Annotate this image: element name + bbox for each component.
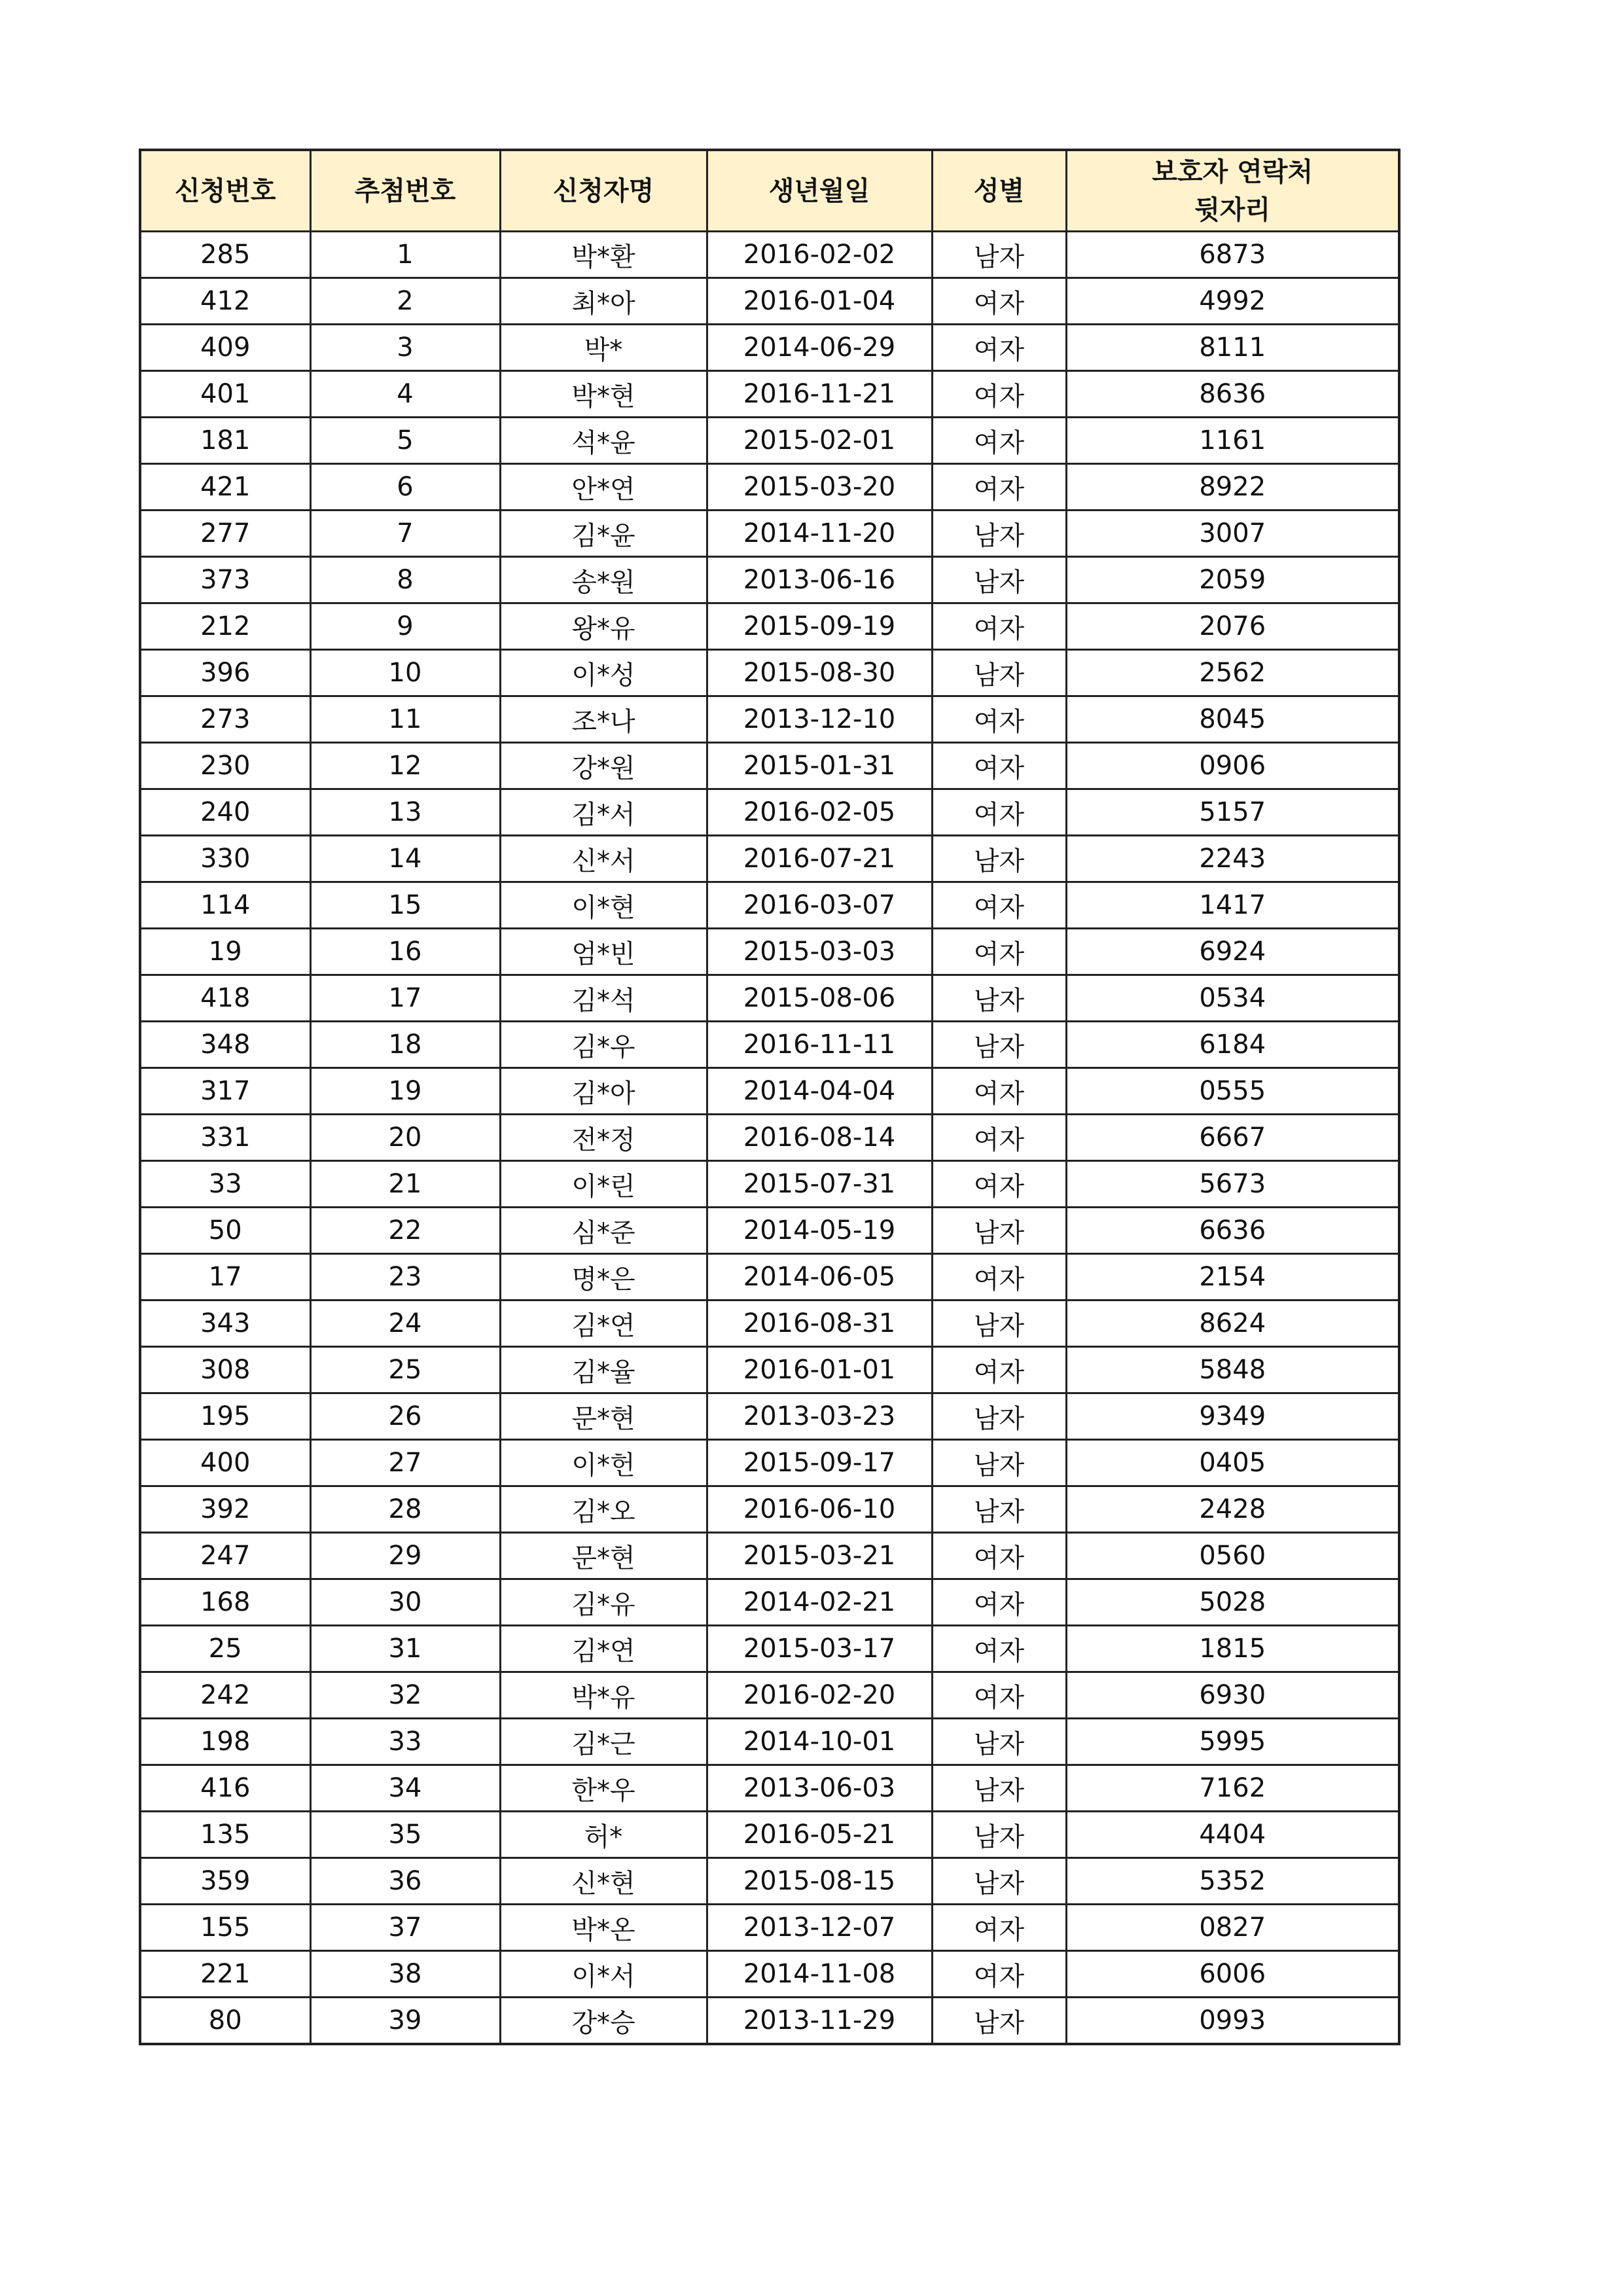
gender-cell: 여자 <box>932 743 1066 789</box>
birth-date-cell: 2016-02-02 <box>707 232 932 278</box>
guardian-contact-cell: 5028 <box>1066 1579 1399 1626</box>
birth-date-cell: 2015-01-31 <box>707 743 932 789</box>
table-row <box>140 696 1399 743</box>
birth-date-cell: 2014-11-20 <box>707 511 932 557</box>
draw-number-cell: 16 <box>310 929 500 975</box>
draw-number-cell: 27 <box>310 1440 500 1486</box>
gender-cell: 남자 <box>932 1812 1066 1858</box>
applicant-name-cell: 이*린 <box>500 1161 707 1208</box>
gender-cell: 여자 <box>932 1579 1066 1626</box>
guardian-contact-cell: 2428 <box>1066 1486 1399 1533</box>
gender-cell: 남자 <box>932 1208 1066 1254</box>
table-row <box>140 1951 1399 1998</box>
application-number-cell: 230 <box>140 743 310 789</box>
applicant-name-cell: 김*율 <box>500 1347 707 1393</box>
table-row <box>140 1998 1399 2045</box>
draw-number-cell: 20 <box>310 1115 500 1161</box>
application-number-cell: 396 <box>140 650 310 696</box>
header-applicant-name: 신청자명 <box>500 150 707 232</box>
applicant-name-cell: 김*아 <box>500 1068 707 1115</box>
applicant-name-cell: 박*환 <box>500 232 707 278</box>
application-number-cell: 412 <box>140 278 310 325</box>
lottery-results-sheet <box>139 149 1400 2045</box>
gender-cell: 여자 <box>932 1254 1066 1300</box>
table-row <box>140 418 1399 464</box>
application-number-cell: 221 <box>140 1951 310 1998</box>
guardian-contact-cell: 0993 <box>1066 1998 1399 2045</box>
header-guardian-contact-line2: 뒷자리 <box>1194 194 1271 225</box>
table-row <box>140 1626 1399 1672</box>
draw-number-cell: 22 <box>310 1208 500 1254</box>
draw-number-cell: 36 <box>310 1858 500 1905</box>
birth-date-cell: 2015-07-31 <box>707 1161 932 1208</box>
application-number-cell: 401 <box>140 371 310 418</box>
birth-date-cell: 2016-11-21 <box>707 371 932 418</box>
guardian-contact-cell: 0906 <box>1066 743 1399 789</box>
birth-date-cell: 2014-02-21 <box>707 1579 932 1626</box>
birth-date-cell: 2016-08-31 <box>707 1300 932 1347</box>
draw-number-cell: 37 <box>310 1905 500 1951</box>
gender-cell: 남자 <box>932 1765 1066 1812</box>
applicant-name-cell: 문*현 <box>500 1393 707 1440</box>
applicant-name-cell: 송*원 <box>500 557 707 603</box>
guardian-contact-cell: 5157 <box>1066 789 1399 836</box>
draw-number-cell: 34 <box>310 1765 500 1812</box>
table-row <box>140 1161 1399 1208</box>
birth-date-cell: 2015-02-01 <box>707 418 932 464</box>
draw-number-cell: 23 <box>310 1254 500 1300</box>
application-number-cell: 135 <box>140 1812 310 1858</box>
guardian-contact-cell: 1161 <box>1066 418 1399 464</box>
guardian-contact-cell: 8636 <box>1066 371 1399 418</box>
gender-cell: 여자 <box>932 1347 1066 1393</box>
application-number-cell: 212 <box>140 603 310 650</box>
application-number-cell: 80 <box>140 1998 310 2045</box>
table-row <box>140 1393 1399 1440</box>
guardian-contact-cell: 7162 <box>1066 1765 1399 1812</box>
guardian-contact-cell: 6924 <box>1066 929 1399 975</box>
application-number-cell: 242 <box>140 1672 310 1719</box>
birth-date-cell: 2013-11-29 <box>707 1998 932 2045</box>
guardian-contact-cell: 8111 <box>1066 325 1399 371</box>
draw-number-cell: 25 <box>310 1347 500 1393</box>
application-number-cell: 317 <box>140 1068 310 1115</box>
applicant-name-cell: 석*윤 <box>500 418 707 464</box>
applicant-name-cell: 문*현 <box>500 1533 707 1579</box>
birth-date-cell: 2013-03-23 <box>707 1393 932 1440</box>
draw-number-cell: 17 <box>310 975 500 1022</box>
guardian-contact-cell: 0555 <box>1066 1068 1399 1115</box>
application-number-cell: 285 <box>140 232 310 278</box>
application-number-cell: 392 <box>140 1486 310 1533</box>
draw-number-cell: 1 <box>310 232 500 278</box>
gender-cell: 남자 <box>932 975 1066 1022</box>
application-number-cell: 155 <box>140 1905 310 1951</box>
guardian-contact-cell: 9349 <box>1066 1393 1399 1440</box>
gender-cell: 여자 <box>932 1905 1066 1951</box>
guardian-contact-cell: 6006 <box>1066 1951 1399 1998</box>
table-row <box>140 1672 1399 1719</box>
draw-number-cell: 15 <box>310 882 500 929</box>
table-row <box>140 1347 1399 1393</box>
applicant-name-cell: 김*윤 <box>500 511 707 557</box>
guardian-contact-cell: 0827 <box>1066 1905 1399 1951</box>
gender-cell: 남자 <box>932 511 1066 557</box>
draw-number-cell: 26 <box>310 1393 500 1440</box>
applicant-name-cell: 전*정 <box>500 1115 707 1161</box>
birth-date-cell: 2013-06-03 <box>707 1765 932 1812</box>
application-number-cell: 168 <box>140 1579 310 1626</box>
application-number-cell: 330 <box>140 836 310 882</box>
birth-date-cell: 2016-01-04 <box>707 278 932 325</box>
draw-number-cell: 24 <box>310 1300 500 1347</box>
table-row <box>140 1068 1399 1115</box>
birth-date-cell: 2015-09-19 <box>707 603 932 650</box>
gender-cell: 남자 <box>932 1440 1066 1486</box>
draw-number-cell: 3 <box>310 325 500 371</box>
gender-cell: 남자 <box>932 650 1066 696</box>
table-row <box>140 743 1399 789</box>
guardian-contact-cell: 2076 <box>1066 603 1399 650</box>
gender-cell: 여자 <box>932 1533 1066 1579</box>
gender-cell: 여자 <box>932 1626 1066 1672</box>
table-row <box>140 1022 1399 1068</box>
application-number-cell: 181 <box>140 418 310 464</box>
applicant-name-cell: 이*현 <box>500 882 707 929</box>
guardian-contact-cell: 6636 <box>1066 1208 1399 1254</box>
draw-number-cell: 29 <box>310 1533 500 1579</box>
applicant-name-cell: 이*성 <box>500 650 707 696</box>
applicant-name-cell: 박*온 <box>500 1905 707 1951</box>
guardian-contact-cell: 5995 <box>1066 1719 1399 1765</box>
birth-date-cell: 2014-10-01 <box>707 1719 932 1765</box>
gender-cell: 여자 <box>932 603 1066 650</box>
lottery-results-table <box>139 149 1400 2045</box>
application-number-cell: 19 <box>140 929 310 975</box>
applicant-name-cell: 김*유 <box>500 1579 707 1626</box>
header-row <box>140 150 1399 232</box>
gender-cell: 남자 <box>932 1393 1066 1440</box>
birth-date-cell: 2016-06-10 <box>707 1486 932 1533</box>
table-row <box>140 464 1399 511</box>
application-number-cell: 416 <box>140 1765 310 1812</box>
guardian-contact-cell: 2562 <box>1066 650 1399 696</box>
guardian-contact-cell: 4992 <box>1066 278 1399 325</box>
table-row <box>140 1579 1399 1626</box>
applicant-name-cell: 심*준 <box>500 1208 707 1254</box>
draw-number-cell: 11 <box>310 696 500 743</box>
applicant-name-cell: 왕*유 <box>500 603 707 650</box>
header-draw-number: 추첨번호 <box>310 150 500 232</box>
table-row <box>140 882 1399 929</box>
application-number-cell: 308 <box>140 1347 310 1393</box>
applicant-name-cell: 엄*빈 <box>500 929 707 975</box>
table-row <box>140 1486 1399 1533</box>
applicant-name-cell: 안*연 <box>500 464 707 511</box>
application-number-cell: 277 <box>140 511 310 557</box>
table-row <box>140 1858 1399 1905</box>
table-row <box>140 232 1399 278</box>
gender-cell: 여자 <box>932 929 1066 975</box>
table-row <box>140 557 1399 603</box>
guardian-contact-cell: 6184 <box>1066 1022 1399 1068</box>
applicant-name-cell: 박*유 <box>500 1672 707 1719</box>
draw-number-cell: 4 <box>310 371 500 418</box>
birth-date-cell: 2013-12-10 <box>707 696 932 743</box>
table-body <box>140 232 1399 2045</box>
gender-cell: 여자 <box>932 418 1066 464</box>
birth-date-cell: 2015-03-20 <box>707 464 932 511</box>
application-number-cell: 348 <box>140 1022 310 1068</box>
gender-cell: 여자 <box>932 1672 1066 1719</box>
gender-cell: 남자 <box>932 1022 1066 1068</box>
birth-date-cell: 2015-03-17 <box>707 1626 932 1672</box>
gender-cell: 남자 <box>932 1858 1066 1905</box>
birth-date-cell: 2016-03-07 <box>707 882 932 929</box>
applicant-name-cell: 최*아 <box>500 278 707 325</box>
application-number-cell: 195 <box>140 1393 310 1440</box>
application-number-cell: 343 <box>140 1300 310 1347</box>
application-number-cell: 331 <box>140 1115 310 1161</box>
guardian-contact-cell: 3007 <box>1066 511 1399 557</box>
draw-number-cell: 8 <box>310 557 500 603</box>
table-row <box>140 511 1399 557</box>
birth-date-cell: 2015-09-17 <box>707 1440 932 1486</box>
draw-number-cell: 28 <box>310 1486 500 1533</box>
draw-number-cell: 38 <box>310 1951 500 1998</box>
application-number-cell: 409 <box>140 325 310 371</box>
draw-number-cell: 21 <box>310 1161 500 1208</box>
gender-cell: 여자 <box>932 696 1066 743</box>
application-number-cell: 400 <box>140 1440 310 1486</box>
gender-cell: 남자 <box>932 1719 1066 1765</box>
gender-cell: 여자 <box>932 1161 1066 1208</box>
guardian-contact-cell: 1417 <box>1066 882 1399 929</box>
header-guardian-contact <box>1066 150 1399 232</box>
application-number-cell: 273 <box>140 696 310 743</box>
table-row <box>140 1115 1399 1161</box>
applicant-name-cell: 강*원 <box>500 743 707 789</box>
draw-number-cell: 10 <box>310 650 500 696</box>
draw-number-cell: 35 <box>310 1812 500 1858</box>
applicant-name-cell: 이*헌 <box>500 1440 707 1486</box>
birth-date-cell: 2014-06-05 <box>707 1254 932 1300</box>
table-row <box>140 975 1399 1022</box>
table-row <box>140 1719 1399 1765</box>
guardian-contact-cell: 8045 <box>1066 696 1399 743</box>
gender-cell: 여자 <box>932 882 1066 929</box>
draw-number-cell: 5 <box>310 418 500 464</box>
table-row <box>140 1440 1399 1486</box>
gender-cell: 남자 <box>932 1300 1066 1347</box>
birth-date-cell: 2016-05-21 <box>707 1812 932 1858</box>
guardian-contact-cell: 6873 <box>1066 232 1399 278</box>
table-row <box>140 1812 1399 1858</box>
table-row <box>140 371 1399 418</box>
gender-cell: 남자 <box>932 1486 1066 1533</box>
draw-number-cell: 13 <box>310 789 500 836</box>
guardian-contact-cell: 1815 <box>1066 1626 1399 1672</box>
birth-date-cell: 2014-11-08 <box>707 1951 932 1998</box>
table-row <box>140 836 1399 882</box>
guardian-contact-cell: 2243 <box>1066 836 1399 882</box>
header-application-number: 신청번호 <box>140 150 310 232</box>
table-row <box>140 1905 1399 1951</box>
application-number-cell: 240 <box>140 789 310 836</box>
birth-date-cell: 2016-11-11 <box>707 1022 932 1068</box>
gender-cell: 여자 <box>932 464 1066 511</box>
applicant-name-cell: 이*서 <box>500 1951 707 1998</box>
applicant-name-cell: 조*나 <box>500 696 707 743</box>
application-number-cell: 198 <box>140 1719 310 1765</box>
guardian-contact-cell: 6667 <box>1066 1115 1399 1161</box>
application-number-cell: 373 <box>140 557 310 603</box>
guardian-contact-cell: 0534 <box>1066 975 1399 1022</box>
gender-cell: 여자 <box>932 1115 1066 1161</box>
applicant-name-cell: 김*우 <box>500 1022 707 1068</box>
application-number-cell: 247 <box>140 1533 310 1579</box>
applicant-name-cell: 허* <box>500 1812 707 1858</box>
application-number-cell: 418 <box>140 975 310 1022</box>
birth-date-cell: 2014-05-19 <box>707 1208 932 1254</box>
table-header <box>140 150 1399 232</box>
header-birth-date: 생년월일 <box>707 150 932 232</box>
table-row <box>140 929 1399 975</box>
birth-date-cell: 2015-08-15 <box>707 1858 932 1905</box>
guardian-contact-cell: 5848 <box>1066 1347 1399 1393</box>
guardian-contact-cell: 8624 <box>1066 1300 1399 1347</box>
draw-number-cell: 31 <box>310 1626 500 1672</box>
application-number-cell: 114 <box>140 882 310 929</box>
applicant-name-cell: 신*서 <box>500 836 707 882</box>
application-number-cell: 421 <box>140 464 310 511</box>
guardian-contact-cell: 0560 <box>1066 1533 1399 1579</box>
birth-date-cell: 2013-06-16 <box>707 557 932 603</box>
applicant-name-cell: 한*우 <box>500 1765 707 1812</box>
table-row <box>140 1533 1399 1579</box>
birth-date-cell: 2015-08-06 <box>707 975 932 1022</box>
birth-date-cell: 2016-08-14 <box>707 1115 932 1161</box>
birth-date-cell: 2013-12-07 <box>707 1905 932 1951</box>
draw-number-cell: 39 <box>310 1998 500 2045</box>
header-gender: 성별 <box>932 150 1066 232</box>
table-row <box>140 1208 1399 1254</box>
gender-cell: 남자 <box>932 1998 1066 2045</box>
birth-date-cell: 2015-03-03 <box>707 929 932 975</box>
gender-cell: 여자 <box>932 789 1066 836</box>
draw-number-cell: 33 <box>310 1719 500 1765</box>
guardian-contact-cell: 4404 <box>1066 1812 1399 1858</box>
gender-cell: 남자 <box>932 836 1066 882</box>
guardian-contact-cell: 8922 <box>1066 464 1399 511</box>
header-guardian-contact-line1: 보호자 연락처 <box>1152 156 1313 187</box>
application-number-cell: 50 <box>140 1208 310 1254</box>
table-row <box>140 325 1399 371</box>
table-row <box>140 1300 1399 1347</box>
applicant-name-cell: 박*현 <box>500 371 707 418</box>
table-row <box>140 278 1399 325</box>
applicant-name-cell: 김*서 <box>500 789 707 836</box>
draw-number-cell: 6 <box>310 464 500 511</box>
gender-cell: 남자 <box>932 557 1066 603</box>
applicant-name-cell: 박* <box>500 325 707 371</box>
applicant-name-cell: 김*근 <box>500 1719 707 1765</box>
application-number-cell: 25 <box>140 1626 310 1672</box>
applicant-name-cell: 김*연 <box>500 1626 707 1672</box>
table-row <box>140 650 1399 696</box>
applicant-name-cell: 김*연 <box>500 1300 707 1347</box>
birth-date-cell: 2016-02-05 <box>707 789 932 836</box>
guardian-contact-cell: 2154 <box>1066 1254 1399 1300</box>
birth-date-cell: 2014-04-04 <box>707 1068 932 1115</box>
gender-cell: 여자 <box>932 1951 1066 1998</box>
birth-date-cell: 2016-01-01 <box>707 1347 932 1393</box>
application-number-cell: 17 <box>140 1254 310 1300</box>
applicant-name-cell: 강*승 <box>500 1998 707 2045</box>
applicant-name-cell: 신*현 <box>500 1858 707 1905</box>
draw-number-cell: 14 <box>310 836 500 882</box>
birth-date-cell: 2015-03-21 <box>707 1533 932 1579</box>
guardian-contact-cell: 0405 <box>1066 1440 1399 1486</box>
birth-date-cell: 2015-08-30 <box>707 650 932 696</box>
guardian-contact-cell: 5673 <box>1066 1161 1399 1208</box>
table-row <box>140 1254 1399 1300</box>
draw-number-cell: 19 <box>310 1068 500 1115</box>
applicant-name-cell: 김*석 <box>500 975 707 1022</box>
draw-number-cell: 32 <box>310 1672 500 1719</box>
guardian-contact-cell: 2059 <box>1066 557 1399 603</box>
draw-number-cell: 9 <box>310 603 500 650</box>
application-number-cell: 359 <box>140 1858 310 1905</box>
gender-cell: 여자 <box>932 371 1066 418</box>
table-row <box>140 1765 1399 1812</box>
table-row <box>140 603 1399 650</box>
gender-cell: 남자 <box>932 232 1066 278</box>
table-row <box>140 789 1399 836</box>
guardian-contact-cell: 5352 <box>1066 1858 1399 1905</box>
draw-number-cell: 30 <box>310 1579 500 1626</box>
application-number-cell: 33 <box>140 1161 310 1208</box>
applicant-name-cell: 명*은 <box>500 1254 707 1300</box>
gender-cell: 여자 <box>932 1068 1066 1115</box>
draw-number-cell: 2 <box>310 278 500 325</box>
gender-cell: 여자 <box>932 278 1066 325</box>
draw-number-cell: 7 <box>310 511 500 557</box>
draw-number-cell: 12 <box>310 743 500 789</box>
applicant-name-cell: 김*오 <box>500 1486 707 1533</box>
birth-date-cell: 2014-06-29 <box>707 325 932 371</box>
guardian-contact-cell: 6930 <box>1066 1672 1399 1719</box>
gender-cell: 여자 <box>932 325 1066 371</box>
draw-number-cell: 18 <box>310 1022 500 1068</box>
birth-date-cell: 2016-07-21 <box>707 836 932 882</box>
birth-date-cell: 2016-02-20 <box>707 1672 932 1719</box>
